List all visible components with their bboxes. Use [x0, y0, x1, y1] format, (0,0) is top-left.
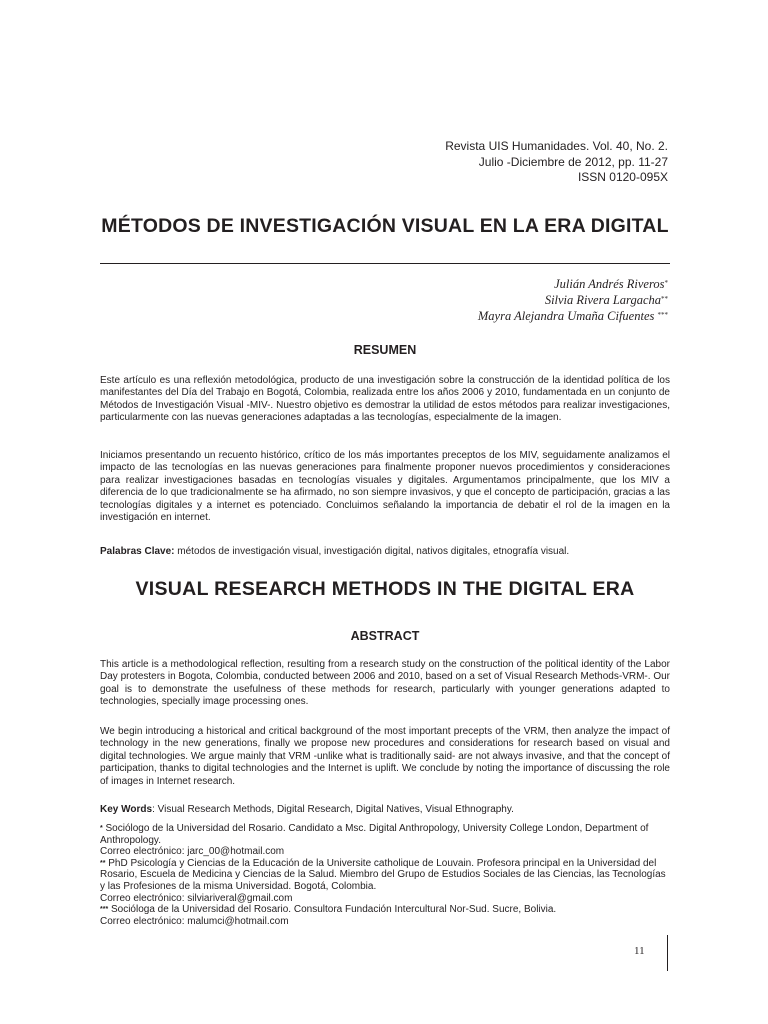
- spanish-title: MÉTODOS DE INVESTIGACIÓN VISUAL EN LA ERA DIGITAL: [101, 215, 669, 237]
- journal-citation: [445, 139, 668, 186]
- footnote-3: [100, 904, 670, 927]
- palabras-clave: [100, 546, 670, 558]
- author-footnote-mark: **: [661, 295, 668, 303]
- abstract-paragraph-1: This article is a methodological reflection, resulting from a research study on the construction of the political identity of the Labor Day protesters in Bogota, Colombia, conducted between 2006 and 2010, based on a set of Visual Research Methods-VRM-. Our goal is to demonstrate the usefulness of these methods for research, particularly with younger generations adapted to technologies, specially image processing ones.: [100, 659, 670, 708]
- journal-issn: ISSN 0120-095X: [577, 170, 668, 184]
- keywords-label: Key Words: [100, 804, 153, 815]
- footnote-email: Correo electrónico: jarc_00@hotmail.com: [100, 846, 285, 858]
- author-1: [478, 276, 668, 292]
- footnote-email: Correo electrónico: malumci@hotmail.com: [100, 915, 289, 927]
- footnote-mark: **: [100, 859, 106, 867]
- footnote-mark: ***: [100, 906, 109, 914]
- journal-issue-pages: Julio -Diciembre de 2012, pp. 11-27: [478, 154, 668, 169]
- footnote-text: Sociólogo de la Universidad del Rosario. Candidato a Msc. Digital Anthropology, University College London, Department of Anthropology.: [100, 823, 649, 846]
- footnotes: [100, 823, 670, 927]
- key-words: [100, 804, 670, 816]
- journal-name-volume: Revista UIS Humanidades. Vol. 40, No. 2.: [445, 139, 668, 153]
- footnote-text: PhD Psicología y Ciencias de la Educación de la Universite catholique de Louvain. Profesora principal en la Universidad del Rosario, Escuela de Medicina y Ciencias de la Salud. Miembro del Grupo de Estudios Sociales de las Ciencias, las Tecnologías y las Profesiones de la misma Universidad. Bogotá, Colombia.: [100, 857, 666, 892]
- abstract-heading: ABSTRACT: [350, 629, 420, 643]
- page-number: 11: [634, 945, 645, 957]
- author-name: Silvia Rivera Largacha: [544, 293, 661, 307]
- page-number-rule: [667, 935, 668, 971]
- footnote-1: [100, 823, 670, 858]
- footnote-2: [100, 858, 670, 904]
- abstract-paragraph-2: We begin introducing a historical and critical background of the most important precepts of the VRM, then analyze the impact of technology in the new generations, finally we propose new procedures and considerations for research based on visual and digital technologies. We argue mainly that VRM -unlike what is traditionally said- are not always invasive, and that the concept of participation, thanks to digital technologies and the Internet is uplift. We conclude by noting the importance of discussing the role of images in Internet research.: [100, 726, 670, 787]
- title-rule: [100, 263, 670, 264]
- footnote-mark: *: [100, 825, 103, 832]
- resumen-heading: RESUMEN: [353, 343, 417, 357]
- footnote-text: Socióloga de la Universidad del Rosario. Consultora Fundación Intercultural Nor-Sud. Sucre, Bolivia.: [108, 904, 557, 916]
- author-name: Mayra Alejandra Umaña Cifuentes: [477, 309, 655, 323]
- resumen-paragraph-1: Este artículo es una reflexión metodológica, producto de una investigación sobre la construcción de la identidad política de los manifestantes del Día del Trabajo en Bogotá, Colombia, realizada entre los años 2006 y 2010, fundamentada en un conjunto de Métodos de Investigación Visual -MIV-. Nuestro objetivo es demostrar la utilidad de estos métodos para realizar investigaciones, particularmente con las nuevas generaciones adaptadas a las tecnologías, especialmente de la imagen.: [100, 375, 670, 424]
- author-list: [478, 276, 668, 324]
- footnote-email: Correo electrónico: silviariveral@gmail.com: [100, 892, 293, 904]
- keywords-text: : Visual Research Methods, Digital Research, Digital Natives, Visual Ethnography.: [152, 804, 514, 815]
- author-name: Julián Andrés Riveros: [554, 277, 665, 291]
- keywords-label: Palabras Clave:: [100, 546, 175, 557]
- author-2: [478, 292, 668, 308]
- resumen-paragraph-2: Iniciamos presentando un recuento histórico, crítico de los más importantes preceptos de los MIV, seguidamente analizamos el impacto de las tecnologías en las nuevas generaciones para finalmente proponer nuevos procedimientos y consideraciones para realizar investigaciones basadas en tecnologías visuales y digitales. Argumentamos principalmente, que los MIV a diferencia de lo que tradicionalmente se ha afirmado, no son siempre invasivos, y que el concepto de participación, gracias a las tecnologías digitales y a internet es potenciado. Concluimos señalando la importancia de debatir el rol de la imagen en la investigación en internet.: [100, 450, 670, 524]
- english-title: VISUAL RESEARCH METHODS IN THE DIGITAL ERA: [135, 578, 635, 600]
- author-3: [478, 308, 668, 324]
- author-footnote-mark: ***: [657, 311, 668, 319]
- keywords-text: métodos de investigación visual, investigación digital, nativos digitales, etnografía visual.: [174, 546, 570, 557]
- author-footnote-mark: *: [664, 279, 668, 287]
